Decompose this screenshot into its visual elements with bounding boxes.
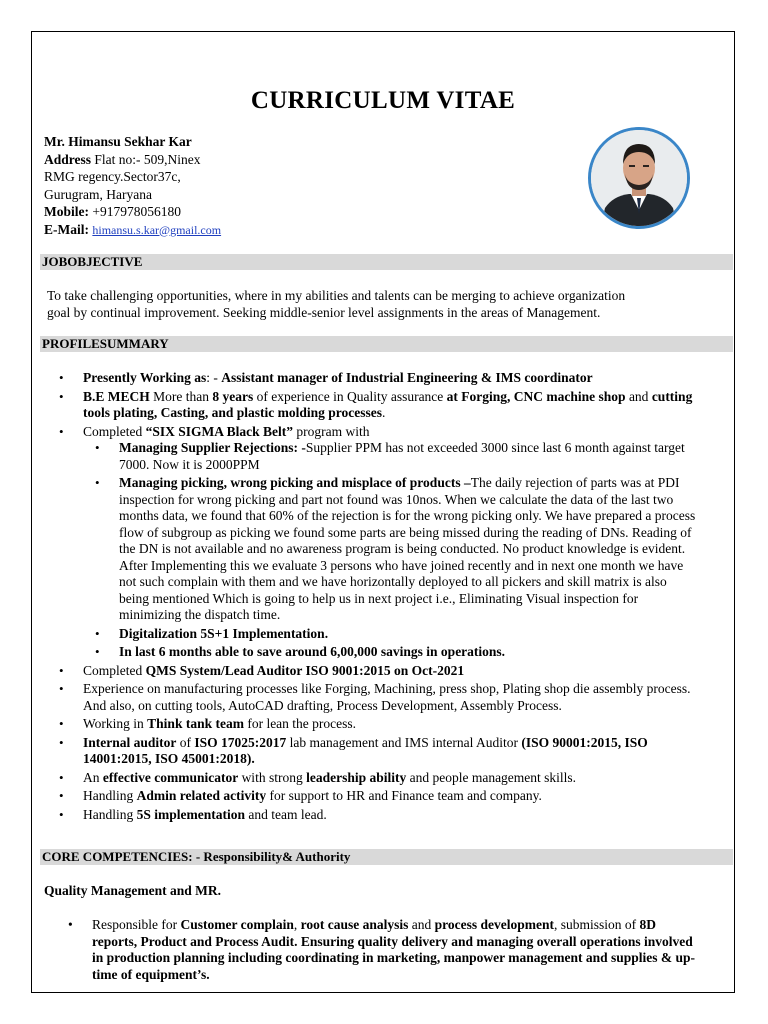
mobile-number: +917978056180 [89, 204, 181, 219]
section-job-objective: JOBOBJECTIVE [40, 254, 733, 270]
list-item: • Experience on manufacturing processes like Forging, Machining, press shop, Plating shop die assembly process. And also, on cutting tools, AutoCAD drafting, Process Development, Assembly Process. [46, 681, 696, 714]
address-line-3: Gurugram, Haryana [44, 186, 152, 202]
contact-block [44, 133, 221, 239]
list-item: • Completed “SIX SIGMA Black Belt” program with • Managing Supplier Rejections: -Supplier PPM has not exceeded 3000 since last 6 month against target 7000. Now it is 2000PPM • Managing picking, wrong picking and misplace of products –The daily rejection of parts was at PDI inspection for wrong picking and part not found was 10nos. When we calculate the data of the last two months data, we found that 60% of the rejection is for the wrong picking only. We have prepared a process flow of subgroup as picking we found some parts are being missed during the reading of DNs. Reading of the DN is not available and no awareness program is being conducted. No product knowledge is evident. After Implementing this we evaluate 3 persons who have joined recently and in next one month we have not such complain with them and we have horizontally deployed to all pickers and skill matrix is also being mentioned Which is going to help us in next project i.e., Eliminating Visual inspection for minimizing the dispatch time. • Digitalization 5S+1 Implementation. • In last 6 months able to save around 6,00,000 savings in operations. [46, 424, 696, 661]
address-label: Address [44, 151, 92, 167]
profile-summary-list [46, 370, 696, 825]
objective-line-1: To take challenging opportunities, where in my abilities and talents can be merging to achieve organization [47, 288, 626, 303]
section-core-competencies: CORE COMPETENCIES: - Responsibility& Authority [40, 849, 733, 865]
candidate-name: Mr. Himansu Sekhar Kar [44, 134, 192, 149]
objective-text [47, 288, 727, 321]
list-item: • Internal auditor of ISO 17025:2017 lab management and IMS internal Auditor (ISO 90001:2015, ISO 14001:2015, ISO 45001:2018). [46, 735, 696, 768]
objective-line-2: goal by continual improvement. Seeking middle-senior level assignments in the areas of Management. [47, 304, 601, 320]
six-sigma-sublist [83, 440, 696, 661]
list-item: • Working in Think tank team for lean the process. [46, 716, 696, 733]
list-item: • B.E MECH More than 8 years of experience in Quality assurance at Forging, CNC machine shop and cutting tools plating, Casting, and plastic molding processes. [46, 389, 696, 422]
email-label: E-Mail: [44, 221, 89, 237]
cv-page [31, 31, 735, 993]
address-line-1: Flat no:- 509,Ninex [91, 151, 201, 167]
list-item: • Managing Supplier Rejections: -Supplier PPM has not exceeded 3000 since last 6 month against target 7000. Now it is 2000PPM [83, 440, 696, 473]
mobile-label: Mobile: [44, 204, 89, 219]
list-item: • In last 6 months able to save around 6,00,000 savings in operations. [83, 644, 696, 661]
list-item: • Completed QMS System/Lead Auditor ISO 9001:2015 on Oct-2021 [46, 663, 696, 680]
email-link[interactable]: himansu.s.kar@gmail.com [92, 222, 222, 237]
quality-management-heading: Quality Management and MR. [44, 883, 221, 898]
list-item: • Managing picking, wrong picking and misplace of products –The daily rejection of parts was at PDI inspection for wrong picking and part not found was 10nos. When we calculate the data of the last two months data, we found that 60% of the rejection is for the wrong picking only. We have prepared a process flow of subgroup as picking we found some parts are being missed during the reading of DNs. Reading of the DN is not available and no awareness program is being conducted. No product knowledge is evident. After Implementing this we evaluate 3 persons who have joined recently and in next one month we have not such complain with them and we have horizontally deployed to all pickers and skill matrix is also being mentioned Which is going to help us in next project i.e., Eliminating Visual inspection for minimizing the dispatch time. [83, 475, 696, 624]
section-profile-summary: PROFILESUMMARY [40, 336, 733, 352]
list-item: • Digitalization 5S+1 Implementation. [83, 626, 696, 643]
list-item: • Presently Working as: - Assistant manager of Industrial Engineering & IMS coordinator [46, 370, 696, 387]
responsibility-item: • Responsible for Customer complain, root cause analysis and process development, submission of 8D reports, Product and Process Audit. Ensuring quality delivery and managing overall operations involved in production planning including coordinating in marketing, manpower management and supplies & up-time of equipment’s. [62, 917, 702, 983]
profile-photo [588, 127, 690, 229]
address-line-2: RMG regency.Sector37c, [44, 169, 181, 184]
list-item: • Handling 5S implementation and team lead. [46, 807, 696, 824]
list-item: • An effective communicator with strong leadership ability and people management skills. [46, 770, 696, 787]
person-portrait-icon [591, 130, 687, 226]
list-item: • Handling Admin related activity for support to HR and Finance team and company. [46, 788, 696, 805]
page-title: CURRICULUM VITAE [250, 87, 516, 114]
